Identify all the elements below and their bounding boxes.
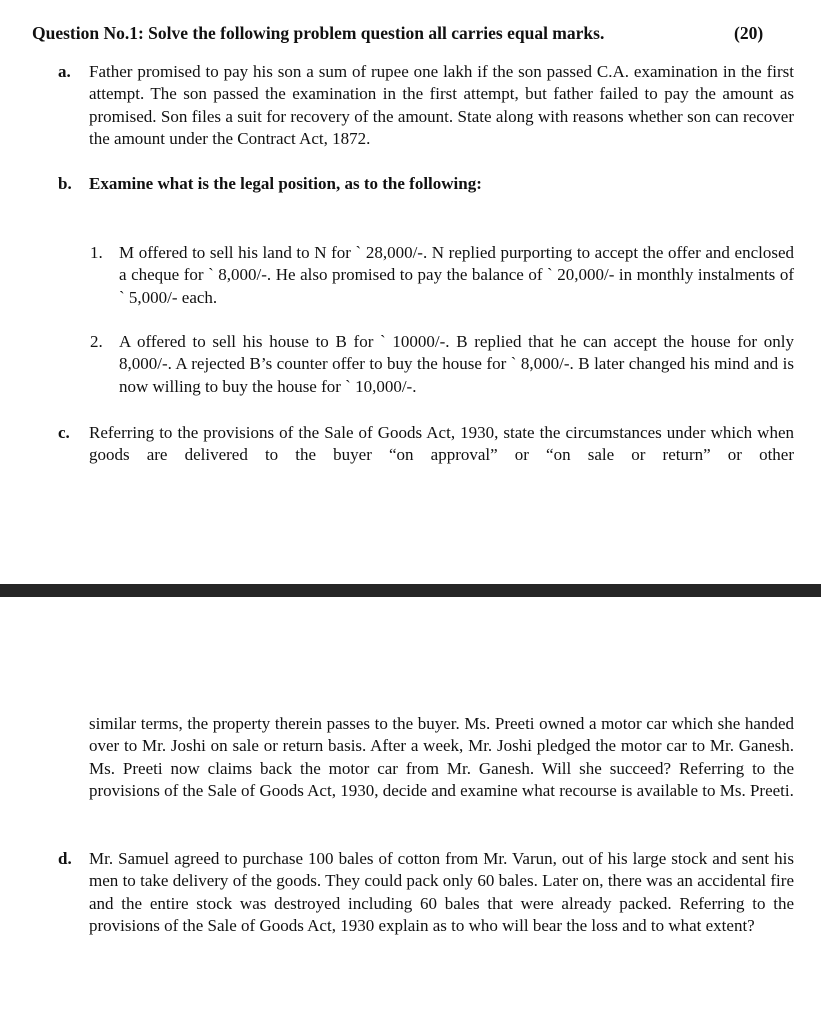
question-b-text: Examine what is the legal position, as to the following:	[89, 174, 482, 193]
question-d-label: d.	[58, 849, 72, 868]
question-title: Question No.1: Solve the following problem question all carries equal marks.	[32, 23, 605, 43]
subitem-2-text: A offered to sell his house to B for ` 10000/-. B replied that he can accept the house for only 8,000/-. A rejected B’s counter offer to buy the house for ` 8,000/-. B later changed his mind and is now willing to buy the house for ` 10,000/-.	[119, 332, 794, 396]
question-c-continued	[89, 713, 794, 802]
question-b-label: b.	[58, 174, 72, 193]
question-c-text-part2: similar terms, the property therein passes to the buyer. Ms. Preeti owned a motor car which she handed over to Mr. Joshi on sale or return basis. After a week, Mr. Joshi pledged the motor car to Mr. Ganesh. Ms. Preeti now claims back the motor car from Mr. Ganesh. Will she succeed? Referring to the provisions of the Sale of Goods Act, 1930, decide and examine what recourse is available to Ms. Preeti.	[89, 714, 794, 800]
page-break-divider	[0, 584, 821, 597]
question-d-text: Mr. Samuel agreed to purchase 100 bales of cotton from Mr. Varun, out of his large stock and sent his men to take delivery of the goods. They could pack only 60 bales. Later on, there was an accidental fire and the entire stock was destroyed including 60 bales that were already packed. Referring to the provisions of the Sale of Goods Act, 1930 explain as to who will bear the loss and to what extent?	[89, 849, 794, 935]
question-a	[58, 61, 794, 150]
question-a-text: Father promised to pay his son a sum of rupee one lakh if the son passed C.A. examination in the first attempt. The son passed the examination in the first attempt, but father failed to pay the amount as promised. Son files a suit for recovery of the amount. State along with reasons whether son can recover the amount under the Contract Act, 1872.	[89, 62, 794, 148]
subitem-2-label: 2.	[90, 332, 103, 351]
question-marks: (20)	[734, 23, 764, 43]
subitem-1-text: M offered to sell his land to N for ` 28,000/-. N replied purporting to accept the offer and enclosed a cheque for ` 8,000/-. He also promised to pay the balance of ` 20,000/- in monthly instalments of ` 5,000/- each.	[119, 243, 794, 307]
question-c-label: c.	[58, 423, 70, 442]
question-heading	[32, 22, 792, 44]
question-c	[58, 422, 794, 467]
question-b-subitem-1	[90, 242, 794, 309]
question-b	[58, 173, 794, 195]
question-b-subitem-2	[90, 331, 794, 398]
question-a-label: a.	[58, 62, 71, 81]
question-c-text-part1: Referring to the provisions of the Sale of Goods Act, 1930, state the circumstances under which when goods are delivered to the buyer “on approval” or “on sale or return” or other	[89, 423, 794, 465]
subitem-1-label: 1.	[90, 243, 103, 262]
question-d	[58, 848, 794, 937]
